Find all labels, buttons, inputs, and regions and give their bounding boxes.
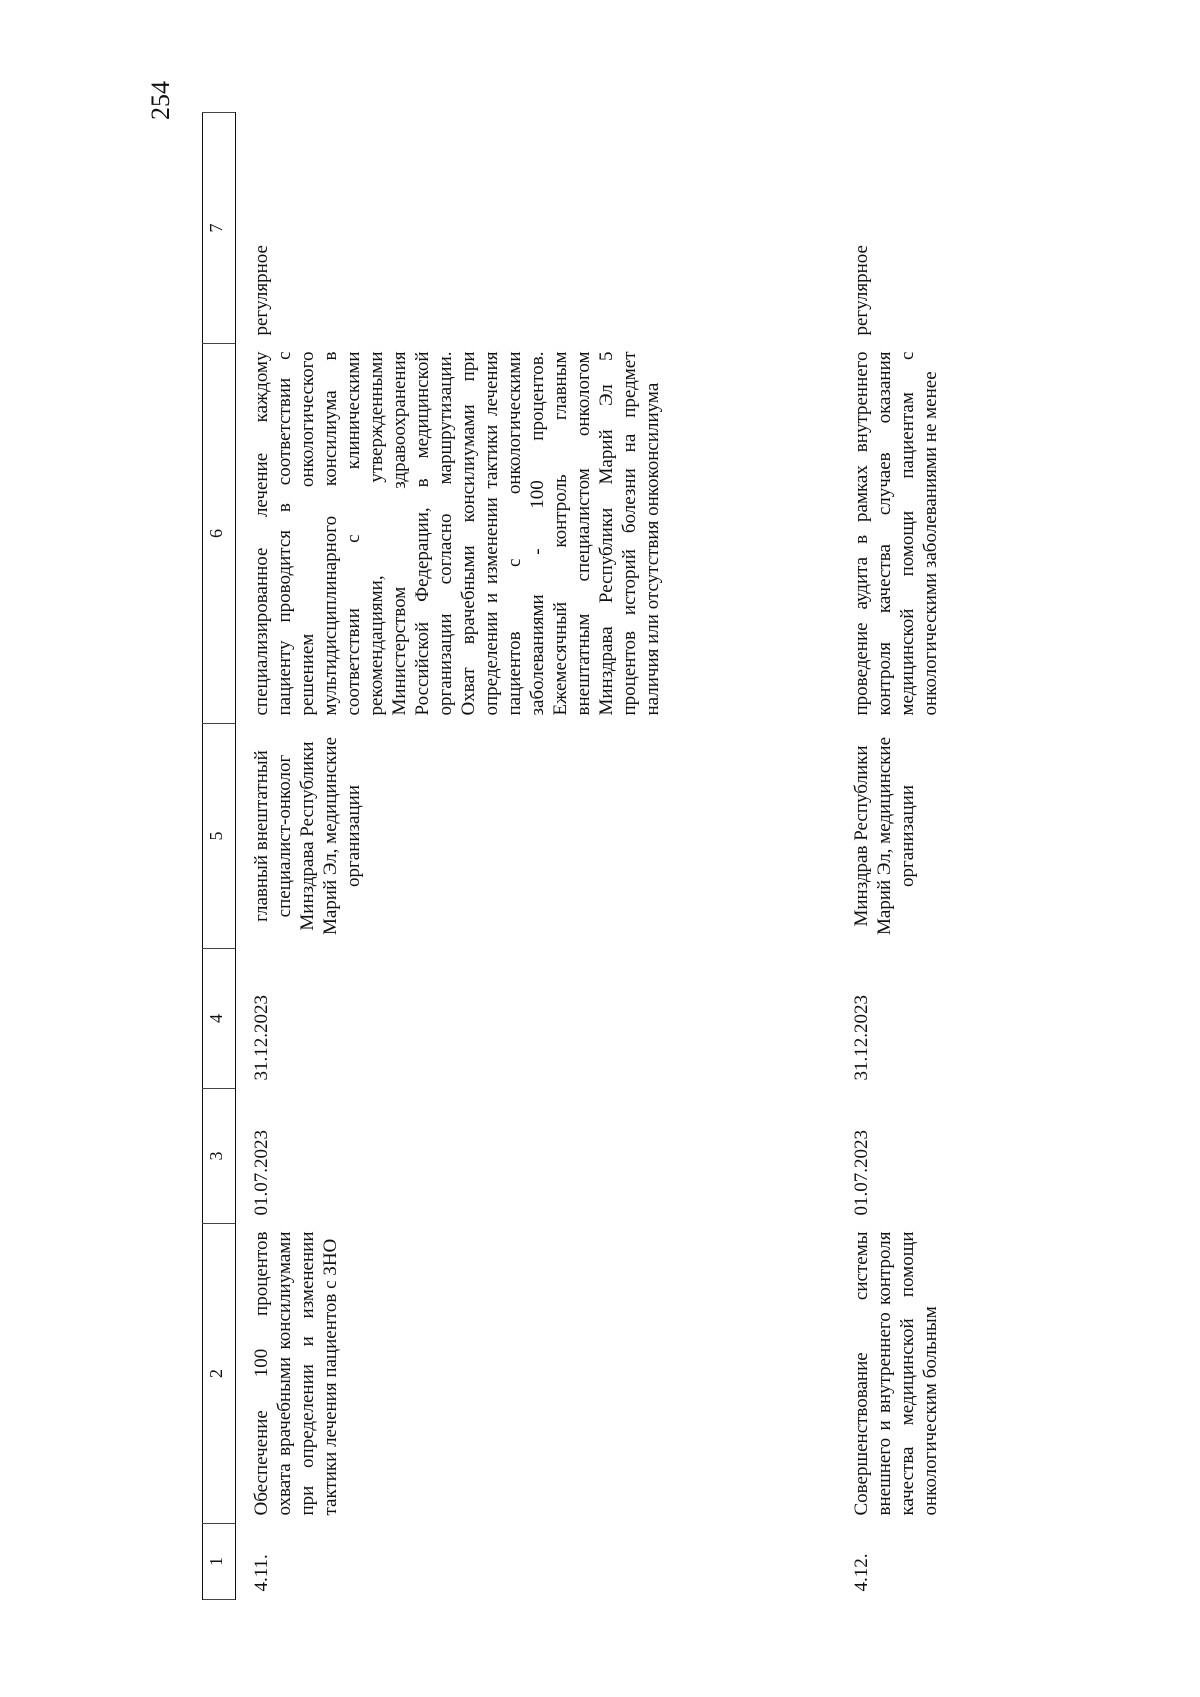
table-row (236, 113, 836, 1600)
row-number: 4.11. (251, 1554, 272, 1592)
column-header: 7 (203, 113, 236, 344)
measure-name: Обеспечение 100 процентов охвата врачебными консилиумами при определении и изменении тактики лечения пациентов с ЗНО (251, 1231, 341, 1516)
rotated-table-region (202, 113, 1087, 1600)
end-date: 31.12.2023 (850, 995, 872, 1081)
responsible: главный внештатный специалист-онколог Минздрава Республики Марий Эл, медицинские организации (251, 737, 364, 935)
start-date: 01.07.2023 (251, 1130, 272, 1216)
expected-result: проведение аудита в рамках внутреннего контроля качества случаев оказания медицинской помощи пациентам с онкологическими заболеваниями не менее (850, 351, 941, 716)
column-header: 4 (203, 949, 236, 1089)
measure-name: Совершенствование системы внешнего и внутреннего контроля качества медицинской помощи онкологическим больным (850, 1231, 941, 1516)
page-number: 254 (146, 81, 175, 120)
frequency: регулярное (850, 245, 872, 336)
measures-table (202, 112, 942, 1600)
column-header: 1 (203, 1524, 236, 1600)
table-row (836, 113, 942, 1600)
end-date: 31.12.2023 (251, 995, 272, 1081)
responsible: Минздрав Республики Марий Эл, медицинские организации (850, 737, 918, 935)
expected-result: специализированное лечение каждому пациенту проводится в соответствии с решением онкологического мультидисциплинарного консилиума в соответствии с клиническими рекомендациями, утвержденными Министерством здравоохранения Российской Федерации, в медицинской организации согласно маршрутизации. Охват врачебными консилиумами при определении и изменении тактики лечения пациентов с онкологическими заболеваниями - 100 процентов. Ежемесячный контроль главным внештатным специалистом онкологом Минздрава Республики Марий Эл 5 процентов историй болезни на предмет наличия или отсутствия онкоконсилиума (251, 351, 663, 716)
frequency: регулярное (251, 245, 272, 336)
column-header: 6 (203, 344, 236, 724)
table-header-row (203, 113, 236, 1600)
row-number: 4.12. (850, 1553, 872, 1592)
column-header: 3 (203, 1089, 236, 1224)
column-header: 2 (203, 1224, 236, 1524)
start-date: 01.07.2023 (850, 1130, 872, 1216)
column-header: 5 (203, 724, 236, 949)
